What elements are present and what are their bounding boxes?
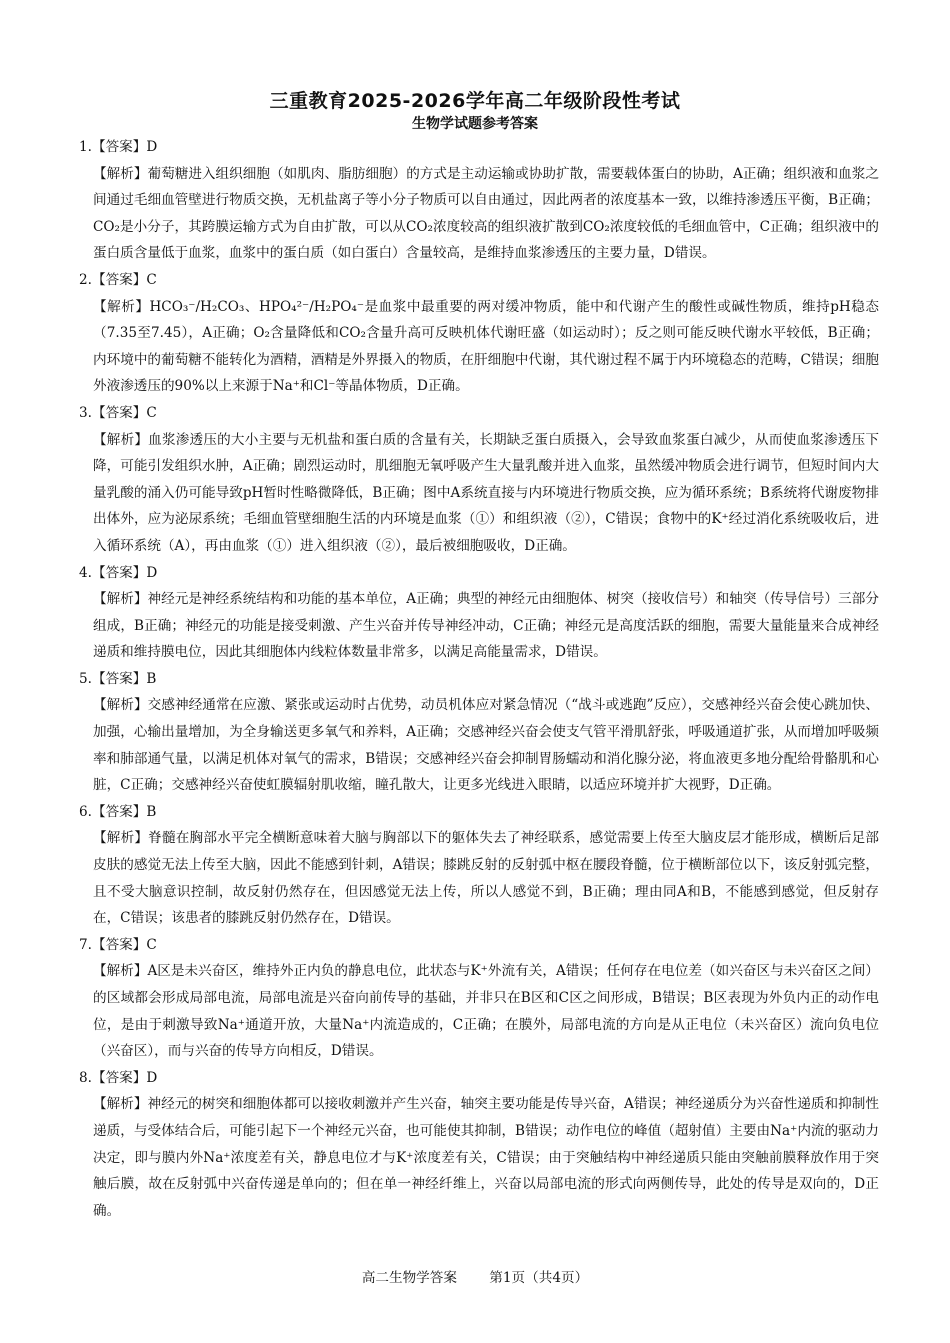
explanation: 【解析】神经元的树突和细胞体都可以接收刺激并产生兴奋，轴突主要功能是传导兴奋，A错误；神经递质分为兴奋性递质和抑制性递质，与受体结合后，可能引起下一个神经元兴奋，也可能使其抑制，B错误；动作电位的峰值（超射值）主要由Na⁺内流的驱动力决定，即与膜内外Na⁺浓度差有关，静息电位才与K⁺浓度差有关，C错误；由于突触结构中神经递质只能由突触前膜释放作用于突触后膜，故在反射弧中兴奋传递是单向的；但在单一神经纤维上，兴奋以局部电流的形式向两侧传导，此处的传导是双向的，D正确。 — [93, 1096, 879, 1219]
explanation: 【解析】脊髓在胸部水平完全横断意味着大脑与胸部以下的躯体失去了神经联系，感觉需要上传至大脑皮层才能形成，横断后足部皮肤的感觉无法上传至大脑，因此不能感到针刺，A错误；膝跳反射的反射弧中枢在腰段脊髓，位于横断部位以下，该反射弧完整，且不受大脑意识控制，故反射仍然存在，但因感觉无法上传，所以人感觉不到，B正确；理由同A和B，不能感到感觉，但反射存在，C错误；该患者的膝跳反射仍然存在，D错误。 — [93, 830, 879, 927]
question-1 — [79, 134, 879, 267]
answers-content — [79, 134, 879, 1224]
page-footer — [0, 1266, 950, 1286]
footer-doc-name: 高二生物学答案 — [361, 1270, 457, 1286]
answer-line: 5.【答案】B — [79, 670, 157, 687]
explanation: 【解析】交感神经通常在应激、紧张或运动时占优势，动员机体应对紧急情况（“战斗或逃跑”反应），交感神经兴奋会使心跳加快、加强，心输出量增加，为全身输送更多氧气和养料，A正确；交感神经兴奋会使支气管平滑肌舒张，呼吸通道扩张，从而增加呼吸频率和肺部通气量，以满足机体对氧气的需求，B错误；交感神经兴奋会抑制胃肠蠕动和消化腺分泌，将血液更多地分配给骨骼肌和心脏，C正确；交感神经兴奋使虹膜辐射肌收缩，瞳孔散大，让更多光线进入眼睛，以适应环境并扩大视野，D正确。 — [93, 697, 879, 794]
question-4 — [79, 560, 879, 666]
question-2 — [79, 267, 879, 400]
answer-line: 8.【答案】D — [79, 1069, 158, 1086]
explanation: 【解析】A区是未兴奋区，维持外正内负的静息电位，此状态与K⁺外流有关，A错误；任何存在电位差（如兴奋区与未兴奋区之间）的区域都会形成局部电流，局部电流是兴奋向前传导的基础，并非只在B区和C区之间形成，B错误；B区表现为外负内正的动作电位，是由于刺激导致Na⁺通道开放，大量Na⁺内流造成的，C正确；在膜外，局部电流的方向是从正电位（未兴奋区）流向负电位（兴奋区），而与兴奋的传导方向相反，D错误。 — [93, 963, 879, 1060]
answer-line: 7.【答案】C — [79, 936, 157, 953]
explanation: 【解析】神经元是神经系统结构和功能的基本单位，A正确；典型的神经元由细胞体、树突（接收信号）和轴突（传导信号）三部分组成，B正确；神经元的功能是接受刺激、产生兴奋并传导神经冲动，C正确；神经元是高度活跃的细胞，需要大量能量来合成神经递质和维持膜电位，因此其细胞体内线粒体数量非常多，以满足高能量需求，D错误。 — [93, 591, 879, 661]
question-5 — [79, 666, 879, 799]
question-8 — [79, 1065, 879, 1225]
footer-page-number: 第1页（共4页） — [489, 1270, 589, 1286]
question-7 — [79, 932, 879, 1065]
explanation: 【解析】HCO₃⁻/H₂CO₃、HPO₄²⁻/H₂PO₄⁻是血浆中最重要的两对缓冲物质，能中和代谢产生的酸性或碱性物质，维持pH稳态（7.35至7.45），A正确；O₂含量降低和CO₂含量升高可反映机体代谢旺盛（如运动时）；反之则可能反映代谢水平较低，B正确；内环境中的葡萄糖不能转化为酒精，酒精是外界摄入的物质，在肝细胞中代谢，其代谢过程不属于内环境稳态的范畴，C错误；细胞外液渗透压的90%以上来源于Na⁺和Cl⁻等晶体物质，D正确。 — [93, 298, 879, 395]
document-title: 三重教育2025-2026学年高二年级阶段性考试 — [269, 90, 681, 112]
explanation: 【解析】葡萄糖进入组织细胞（如肌肉、脂肪细胞）的方式是主动运输或协助扩散，需要载体蛋白的协助，A正确；组织液和血浆之间通过毛细血管壁进行物质交换，无机盐离子等小分子物质可以自由通过，因此两者的浓度基本一致，以维持渗透压平衡，B正确；CO₂是小分子，其跨膜运输方式为自由扩散，可以从CO₂浓度较高的组织液扩散到CO₂浓度较低的毛细血管中，C正确；组织液中的蛋白质含量低于血浆，血浆中的蛋白质（如白蛋白）含量较高，是维持血浆渗透压的主要力量，D错误。 — [93, 165, 879, 262]
answer-line: 1.【答案】D — [79, 139, 158, 155]
answer-line: 3.【答案】C — [79, 404, 157, 421]
document-subtitle: 生物学试题参考答案 — [412, 116, 538, 132]
answer-line: 4.【答案】D — [79, 564, 158, 581]
question-6 — [79, 799, 879, 932]
answer-line: 6.【答案】B — [79, 803, 157, 820]
explanation: 【解析】血浆渗透压的大小主要与无机盐和蛋白质的含量有关，长期缺乏蛋白质摄入，会导致血浆蛋白减少，从而使血浆渗透压下降，可能引发组织水肿，A正确；剧烈运动时，肌细胞无氧呼吸产生大量乳酸并进入血浆，虽然缓冲物质会进行调节，但短时间内大量乳酸的涌入仍可能导致pH暂时性略微降低，B正确；图中A系统直接与内环境进行物质交换，应为循环系统；B系统将代谢废物排出体外，应为泌尿系统；毛细血管壁细胞生活的内环境是血浆（①）和组织液（②），C错误；食物中的K⁺经过消化系统吸收后，进入循环系统（A），再由血浆（①）进入组织液（②），最后被细胞吸收，D正确。 — [93, 431, 879, 554]
answer-line: 2.【答案】C — [79, 271, 157, 288]
question-3 — [79, 400, 879, 560]
